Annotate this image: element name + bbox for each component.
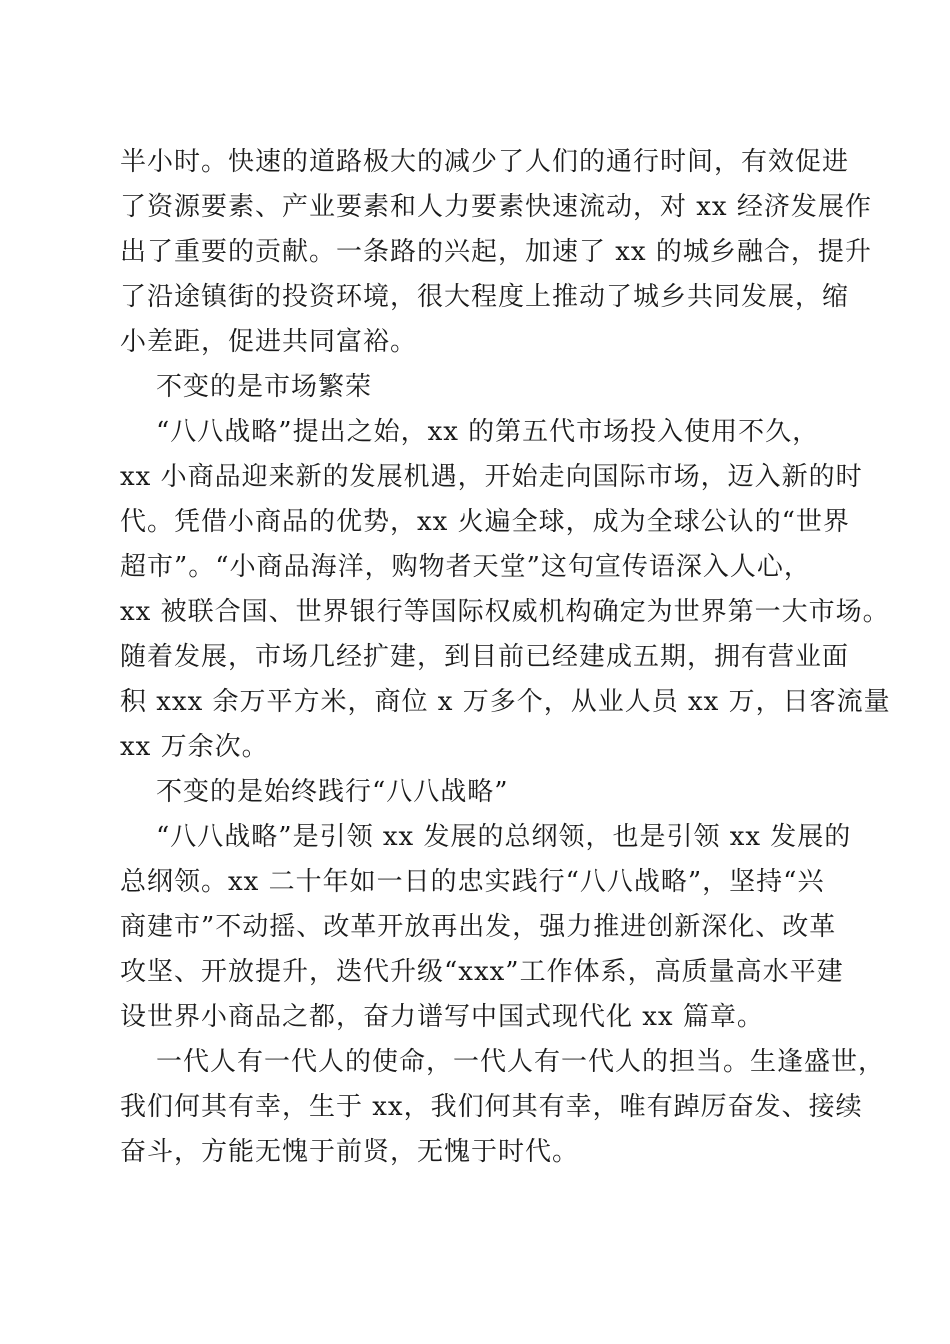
text-line: 小差距，促进共同富裕。 xyxy=(120,327,418,357)
text-line: 了资源要素、产业要素和人力要素快速流动，对 xx 经济发展作 xyxy=(120,192,872,222)
text-line: 出了重要的贡献。一条路的兴起，加速了 xx 的城乡融合，提升 xyxy=(120,237,872,267)
section-heading: 不变的是市场繁荣 xyxy=(156,372,373,402)
text-line: 设世界小商品之都，奋力谱写中国式现代化 xx 篇章。 xyxy=(120,1002,764,1032)
text-line: 半小时。快速的道路极大的减少了人们的通行时间，有效促进 xyxy=(120,147,850,177)
text-line: 随着发展，市场几经扩建，到目前已经建成五期，拥有营业面 xyxy=(120,642,850,672)
document-body xyxy=(120,140,891,1175)
text-line: 商建市”不动摇、改革开放再出发，强力推进创新深化、改革 xyxy=(120,912,837,942)
text-line: 一代人有一代人的使命，一代人有一代人的担当。生逢盛世， xyxy=(156,1047,886,1077)
text-line: xx 万余次。 xyxy=(120,732,269,762)
text-line: xx 小商品迎来新的发展机遇，开始走向国际市场，迈入新的时 xyxy=(120,462,863,492)
text-line: 总纲领。xx 二十年如一日的忠实践行“八八战略”，坚持“兴 xyxy=(120,867,825,897)
section-heading: 不变的是始终践行“八八战略” xyxy=(156,777,509,807)
text-line: xx 被联合国、世界银行等国际权威机构确定为世界第一大市场。 xyxy=(120,597,890,627)
text-line: 积 xxx 余万平方米，商位 x 万多个，从业人员 xx 万，日客流量 xyxy=(120,687,891,717)
text-line: 了沿途镇街的投资环境，很大程度上推动了城乡共同发展，缩 xyxy=(120,282,850,312)
text-line: “八八战略”提出之始，xx 的第五代市场投入使用不久， xyxy=(156,417,820,447)
text-line: 我们何其有幸，生于 xx，我们何其有幸，唯有踔厉奋发、接续 xyxy=(120,1092,863,1122)
text-line: 超市”。“小商品海洋，购物者天堂”这句宣传语深入人心， xyxy=(120,552,811,582)
text-line: 奋斗，方能无愧于前贤，无愧于时代。 xyxy=(120,1137,580,1167)
text-line: “八八战略”是引领 xx 发展的总纲领，也是引领 xx 发展的 xyxy=(156,822,852,852)
text-line: 攻坚、开放提升，迭代升级“xxx”工作体系，高质量高水平建 xyxy=(120,957,844,987)
text-line: 代。凭借小商品的优势，xx 火遍全球，成为全球公认的“世界 xyxy=(120,507,850,537)
